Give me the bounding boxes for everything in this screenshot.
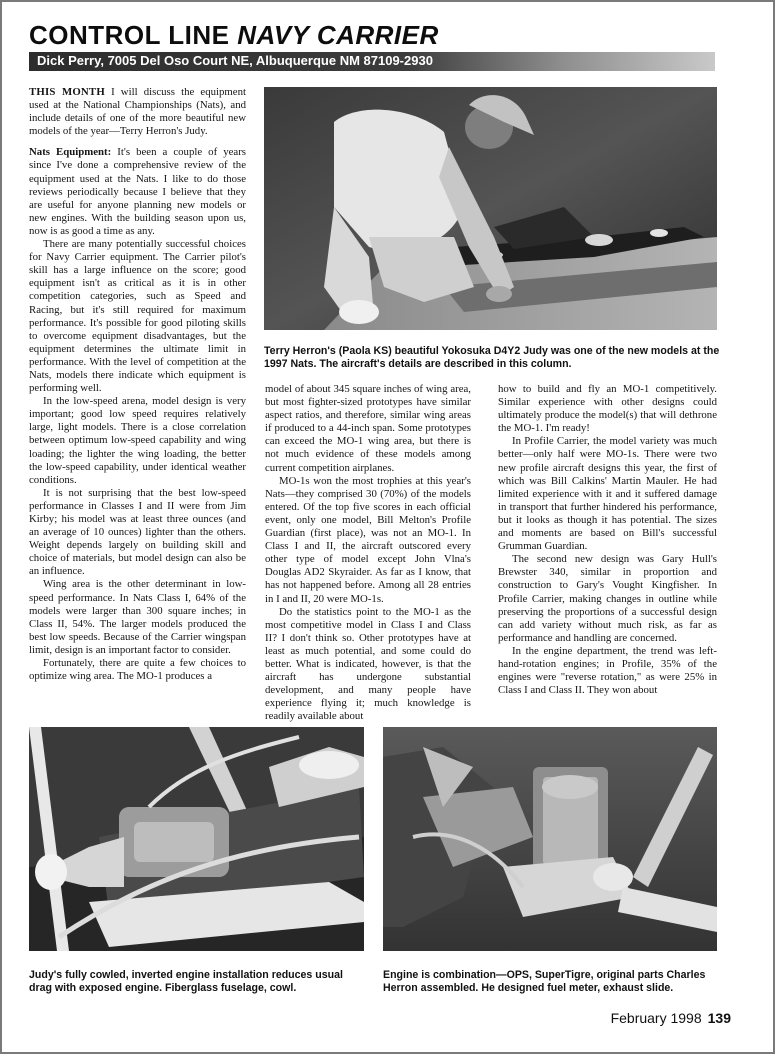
text-column-1 bbox=[29, 86, 246, 722]
paragraph-intro bbox=[29, 86, 246, 138]
page-number: 139 bbox=[707, 1010, 731, 1026]
photo-bottom-right-image bbox=[383, 727, 717, 951]
paragraph: Fortunately, there are quite a few choices to optimize wing area. The MO-1 produces a bbox=[29, 657, 246, 683]
page-footer bbox=[611, 1010, 731, 1026]
paragraph: Wing area is the other determinant in low-speed performance. In Nats Class I, 64% of the models were larger than 300 square inches; in Class II, 54%. The larger models produced the best low speeds. Because of the Carrier wingspan limit, design is an important factor to consider. bbox=[29, 578, 246, 656]
paragraph: model of about 345 square inches of wing area, but most fighter-sized prototypes have similar aspect ratios, and therefore, similar wing areas if produced to a 44-inch span. Some prototypes can exceed the MO-1 wing area, but there is not much evidence of these models among current competition airplanes. bbox=[265, 383, 471, 474]
author-line: Dick Perry, 7005 Del Oso Court NE, Albuquerque NM 87109-2930 bbox=[37, 53, 433, 68]
intro-lead: THIS MONTH bbox=[29, 86, 105, 98]
paragraph: In Profile Carrier, the model variety was much better—only half were MO-1s. There were two new profile aircraft designs this year, the first of which was Bill Calkins' Martin Mauler. He had limited experience with it and it suffered damage in transport that further hindered his performance, but it looks as though it has potential. The sizes and moments are based on Bill's successful Grumman Guardian. bbox=[498, 435, 717, 553]
title-plain: CONTROL LINE bbox=[29, 20, 230, 50]
paragraph: There are many potentially successful choices for Navy Carrier equipment. The Carrier pilot's skill has a large influence on the score; good equipment isn't as critical as it is in other competition categories, such as Speed and Racing, but it's still required for maximum performance. It's possible for good piloting skills to overcome equipment disadvantages, but the equipment determines the ultimate limit in performance. With the level of competition at the Nats, models there indicate which equipment is performing well. bbox=[29, 238, 246, 395]
intro-text: I will discuss the equipment used at the National Championships (Nats), and include details of one of the more beautiful new models of the year—Terry Herron's Judy. bbox=[29, 86, 246, 138]
photo-bottom-left-image bbox=[29, 727, 364, 951]
nats-equipment-lead: Nats Equipment: bbox=[29, 146, 112, 159]
paragraph: Do the statistics point to the MO-1 as the most competitive model in Class I and Class II? I don't think so. Other prototypes have at least as much potential, and some could do better. What is indicated, however, is that the aircraft has undergone substantial development, and many people have experience flying it; much knowledge is readily available about bbox=[265, 605, 471, 722]
author-bar bbox=[29, 52, 715, 71]
photo-bottom-right-engine bbox=[383, 727, 717, 951]
paragraph: It is not surprising that the best low-speed performance in Classes I and II were from Jim Kirby; his model was at least three ounces (and an average of 10 ounces) lighter than the others. Weight depends largely on building skill and choice of materials, but model design can also be an influence. bbox=[29, 486, 246, 578]
paragraph: The second new design was Gary Hull's Brewster 340, similar in proportion and construction to Gary's Vought Kingfisher. In Profile Carrier, making changes in outline while preserving the proportions of a successful design can add variety without much risk, as far as performance and handling are concerned. bbox=[498, 553, 717, 644]
nats-equipment-text: It's been a couple of years since I've done a comprehensive review of the equipment used at the Nats. I like to do those reviews periodically because I believe that they are useful for anyone planning new models or new engines. With the building season upon us, now is as good a time as any. bbox=[29, 146, 246, 237]
photo-top-judy-model bbox=[264, 87, 717, 330]
text-column-2 bbox=[265, 383, 471, 722]
text-column-3 bbox=[498, 383, 717, 722]
caption-bottom-left: Judy's fully cowled, inverted engine installation reduces usual drag with exposed engine. Fiberglass fuselage, cowl. bbox=[29, 969, 343, 994]
paragraph: MO-1s won the most trophies at this year's Nats—they comprised 30 (70%) of the models entered. Of the top five scores in each official event, only one model, Bill Melton's Profile Guardian (first place), was not an MO-1. In Class I and II, the aircraft outscored every other type of model except John Vlna's Douglas AD2 Skyraider. As far as I know, that has not happened before. Among all 28 entries in I and II, 20 were MO-1s. bbox=[265, 474, 471, 605]
paragraph: In the engine department, the trend was left-hand-rotation engines; in Profile, 35% of the engines were "reverse rotation," as were 25% in Class I and Class II. They won about bbox=[498, 644, 717, 697]
caption-top-photo: Terry Herron's (Paola KS) beautiful Yokosuka D4Y2 Judy was one of the new models at the 1997 Nats. The aircraft's details are described in this column. bbox=[264, 345, 720, 370]
photo-bottom-left-engine-cowl bbox=[29, 727, 364, 951]
paragraph: how to build and fly an MO-1 competitively. Similar experience with other designs could ultimately produce the model(s) that will dethrone the MO-1. I'm ready! bbox=[498, 383, 717, 435]
title-italic: NAVY CARRIER bbox=[237, 20, 439, 50]
paragraph: In the low-speed arena, model design is very important; good low speed requires relatively large, light models. There is a close correlation between optimum low-speed capability and wing loading; the lighter the wing loading, the better the low-speed capability, under identical weather conditions. bbox=[29, 395, 246, 486]
caption-bottom-right: Engine is combination—OPS, SuperTigre, original parts Charles Herron assembled. He designed fuel meter, exhaust slide. bbox=[383, 969, 706, 994]
column-title bbox=[29, 20, 439, 51]
issue-date: February 1998 bbox=[610, 1010, 702, 1026]
paragraph-nats-equipment bbox=[29, 146, 246, 238]
photo-top-image bbox=[264, 87, 717, 330]
